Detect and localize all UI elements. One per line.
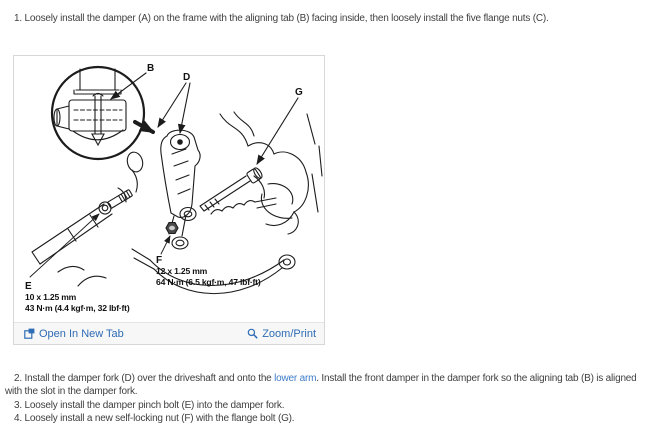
open-in-new-tab-link[interactable] (24, 328, 124, 340)
open-in-new-tab-label: Open In New Tab (39, 327, 124, 340)
zoom-print-link[interactable] (247, 328, 316, 340)
bolt-e-torque: 43 N·m (4.4 kgf·m, 32 lbf·ft) (25, 303, 130, 314)
steps-2-4 (5, 372, 645, 425)
bolt-f-torque: 64 N·m (6.5 kgf·m, 47 lbf·ft) (156, 277, 261, 288)
open-in-new-window-icon (24, 328, 35, 339)
label-e: E (25, 281, 32, 293)
magnifier-icon (247, 328, 258, 339)
step-1-text: 1. Loosely install the damper (A) on the frame with the aligning tab (B) facing inside, then loosely install the five flange nuts (C). (14, 13, 549, 24)
label-b: B (147, 63, 155, 75)
label-g: G (295, 87, 303, 99)
diagram-panel (13, 55, 325, 345)
diagram-toolbar (14, 322, 324, 344)
pinch-bolt (97, 188, 134, 217)
zoom-print-label: Zoom/Print (262, 327, 316, 340)
step-4-text: 4. Loosely install a new self-locking nut (F) with the flange bolt (G). (14, 412, 295, 424)
label-f: F (156, 255, 163, 267)
label-d: D (183, 72, 191, 84)
step-3-text: 3. Loosely install the damper pinch bolt (E) into the damper fork. (14, 399, 285, 411)
bolt-f-size: 12 x 1.25 mm (156, 266, 208, 277)
step-2-text-pre: 2. Install the damper fork (D) over the driveshaft and onto the (14, 373, 275, 385)
step-2-text-post: . Install the front damper in the damper fork so the aligning tab (B) is aligned with the slot in the damper fork. (5, 373, 637, 398)
lower-arm-link[interactable]: lower arm (274, 373, 317, 385)
step-2-text (5, 372, 645, 398)
bolt-e-size: 10 x 1.25 mm (25, 292, 77, 303)
damper-tab-inset (52, 67, 144, 159)
suspension-diagram (14, 56, 324, 322)
